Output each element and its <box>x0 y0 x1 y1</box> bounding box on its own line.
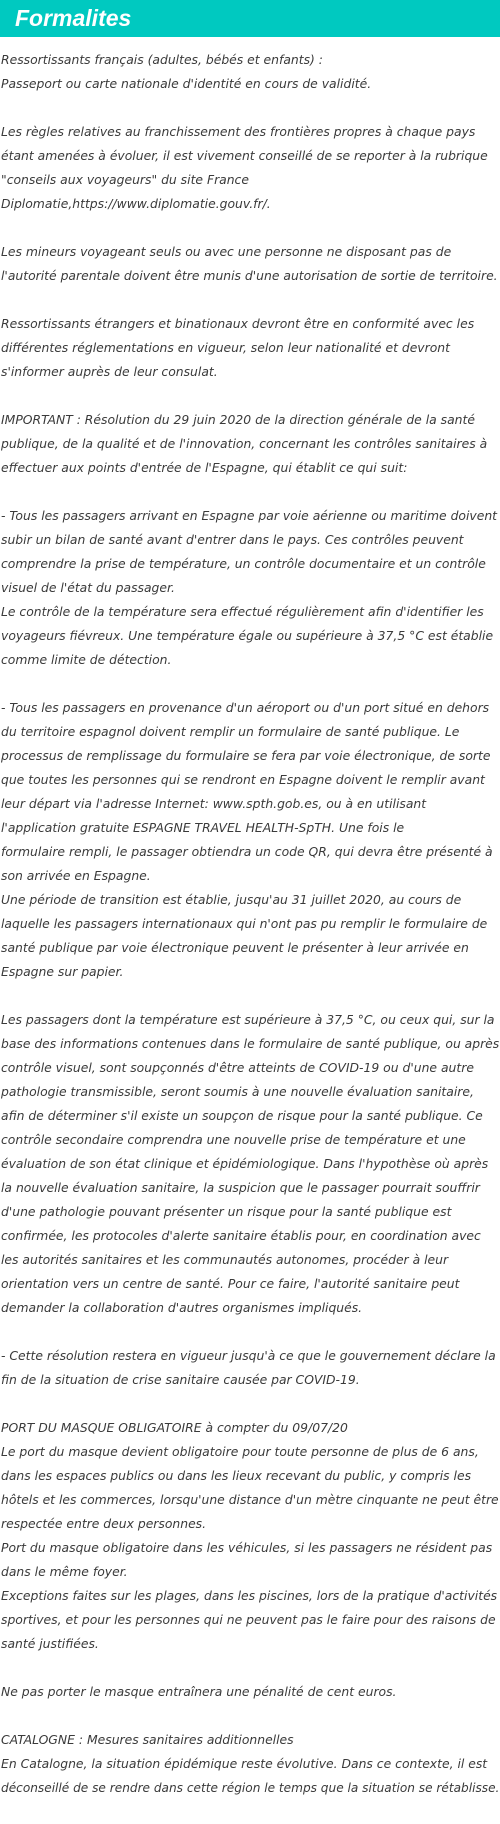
text-line: différentes réglementations en vigueur, selon leur nationalité et devront <box>1 340 450 355</box>
text-line: Les mineurs voyageant seuls ou avec une personne ne disposant pas de <box>1 244 452 259</box>
text-line: Exceptions faites sur les plages, dans les piscines, lors de la pratique d'activités <box>1 1588 498 1603</box>
text-line: laquelle les passagers internationaux qui n'ont pas pu remplir le formulaire de <box>1 916 488 931</box>
paragraph <box>1 312 500 384</box>
text-line: voyageurs fiévreux. Une température égale ou supérieure à 37,5 °C est établie <box>1 628 494 643</box>
text-line: publique, de la qualité et de l'innovation, concernant les contrôles sanitaires à <box>1 436 488 451</box>
text-line: Les passagers dont la température est supérieure à 37,5 °C, ou ceux qui, sur la <box>1 1012 495 1027</box>
text-line: "conseils aux voyageurs" du site France <box>1 172 249 187</box>
text-line: En Catalogne, la situation épidémique reste évolutive. Dans ce contexte, il est <box>1 1756 488 1771</box>
text-line: formulaire rempli, le passager obtiendra un code QR, qui devra être présenté à <box>1 844 493 859</box>
text-line: Une période de transition est établie, jusqu'au 31 juillet 2020, au cours de <box>1 892 462 907</box>
paragraph <box>1 1728 500 1800</box>
text-line: dans les espaces publics ou dans les lieux recevant du public, y compris les <box>1 1468 472 1483</box>
text-line: effectuer aux points d'entrée de l'Espagne, qui établit ce qui suit: <box>1 460 408 475</box>
text-line: Le contrôle de la température sera effectué régulièrement afin d'identifier les <box>1 604 484 619</box>
text-line: l'autorité parentale doivent être munis d'une autorisation de sortie de territoire. <box>1 268 498 283</box>
text-line: - Tous les passagers arrivant en Espagne par voie aérienne ou maritime doivent <box>1 508 498 523</box>
text-line: - Cette résolution restera en vigueur jusqu'à ce que le gouvernement déclare la <box>1 1348 496 1363</box>
text-line: IMPORTANT : Résolution du 29 juin 2020 de la direction générale de la santé <box>1 412 475 427</box>
text-line: orientation vers un centre de santé. Pour ce faire, l'autorité sanitaire peut <box>1 1276 460 1291</box>
text-line: processus de remplissage du formulaire se fera par voie électronique, de sorte <box>1 748 491 763</box>
formalities-text <box>1 48 500 1824</box>
paragraph <box>1 1416 500 1656</box>
text-line: évaluation de son état clinique et épidémiologique. Dans l'hypothèse où après <box>1 1156 489 1171</box>
paragraph <box>1 240 500 288</box>
text-line: que toutes les personnes qui se rendront en Espagne doivent le remplir avant <box>1 772 485 787</box>
text-line: Ne pas porter le masque entraînera une pénalité de cent euros. <box>1 1684 397 1699</box>
text-line: subir un bilan de santé avant d'entrer dans le pays. Ces contrôles peuvent <box>1 532 464 547</box>
text-line: d'une pathologie pouvant présenter un risque pour la santé publique est <box>1 1204 452 1219</box>
text-line: hôtels et les commerces, lorsqu'une distance d'un mètre cinquante ne peut être <box>1 1492 499 1507</box>
text-line: demander la collaboration d'autres organismes impliqués. <box>1 1300 363 1315</box>
paragraph <box>1 120 500 216</box>
text-line: Espagne sur papier. <box>1 964 124 979</box>
text-line: base des informations contenues dans le formulaire de santé publique, ou après <box>1 1036 500 1051</box>
text-line: Ressortissants français (adultes, bébés et enfants) : <box>1 52 323 67</box>
text-line: comprendre la prise de température, un contrôle documentaire et un contrôle <box>1 556 486 571</box>
text-line: Ressortissants étrangers et binationaux devront être en conformité avec les <box>1 316 475 331</box>
text-line: la nouvelle évaluation sanitaire, la suspicion que le passager pourrait souffrir <box>1 1180 480 1195</box>
text-line: les autorités sanitaires et les communautés autonomes, procéder à leur <box>1 1252 449 1267</box>
text-line: comme limite de détection. <box>1 652 172 667</box>
text-line: santé publique par voie électronique peuvent le présenter à leur arrivée en <box>1 940 469 955</box>
text-line: Diplomatie,https://www.diplomatie.gouv.fr/. <box>1 196 271 211</box>
text-line: confirmée, les protocoles d'alerte sanitaire établis pour, en coordination avec <box>1 1228 481 1243</box>
text-line: visuel de l'état du passager. <box>1 580 175 595</box>
text-line: afin de déterminer s'il existe un soupçon de risque pour la santé publique. Ce <box>1 1108 483 1123</box>
text-line: - Tous les passagers en provenance d'un aéroport ou d'un port situé en dehors <box>1 700 490 715</box>
text-line: CATALOGNE : Mesures sanitaires additionnelles <box>1 1732 294 1747</box>
text-line: Passeport ou carte nationale d'identité en cours de validité. <box>1 76 372 91</box>
text-line: l'application gratuite ESPAGNE TRAVEL HEALTH-SpTH. Une fois le <box>1 820 405 835</box>
paragraph <box>1 48 500 96</box>
text-line: pathologie transmissible, seront soumis à une nouvelle évaluation sanitaire, <box>1 1084 474 1099</box>
paragraph <box>1 1344 500 1392</box>
text-line: s'informer auprès de leur consulat. <box>1 364 218 379</box>
paragraph <box>1 408 500 480</box>
text-line: Le port du masque devient obligatoire pour toute personne de plus de 6 ans, <box>1 1444 479 1459</box>
text-line: du territoire espagnol doivent remplir un formulaire de santé publique. Le <box>1 724 460 739</box>
text-line: déconseillé de se rendre dans cette région le temps que la situation se rétablisse. <box>1 1780 500 1795</box>
text-line: son arrivée en Espagne. <box>1 868 151 883</box>
paragraph <box>1 696 500 984</box>
text-line: contrôle secondaire comprendra une nouvelle prise de température et une <box>1 1132 466 1147</box>
text-line: contrôle visuel, sont soupçonnés d'être atteints de COVID-19 ou d'une autre <box>1 1060 474 1075</box>
text-line: fin de la situation de crise sanitaire causée par COVID-19. <box>1 1372 360 1387</box>
section-header <box>0 0 500 37</box>
paragraph <box>1 504 500 672</box>
text-line: dans le même foyer. <box>1 1564 128 1579</box>
paragraph <box>1 1008 500 1320</box>
text-line: PORT DU MASQUE OBLIGATOIRE à compter du 09/07/20 <box>1 1420 348 1435</box>
text-line: leur départ via l'adresse Internet: www.spth.gob.es, ou à en utilisant <box>1 796 427 811</box>
text-line: santé justifiées. <box>1 1636 99 1651</box>
paragraph <box>1 1680 500 1704</box>
text-line: sportives, et pour les personnes qui ne peuvent pas le faire pour des raisons de <box>1 1612 496 1627</box>
text-line: Port du masque obligatoire dans les véhicules, si les passagers ne résident pas <box>1 1540 493 1555</box>
text-line: Les règles relatives au franchissement des frontières propres à chaque pays <box>1 124 476 139</box>
section-title: Formalites <box>15 5 132 31</box>
text-line: respectée entre deux personnes. <box>1 1516 207 1531</box>
text-line: étant amenées à évoluer, il est vivement conseillé de se reporter à la rubrique <box>1 148 488 163</box>
